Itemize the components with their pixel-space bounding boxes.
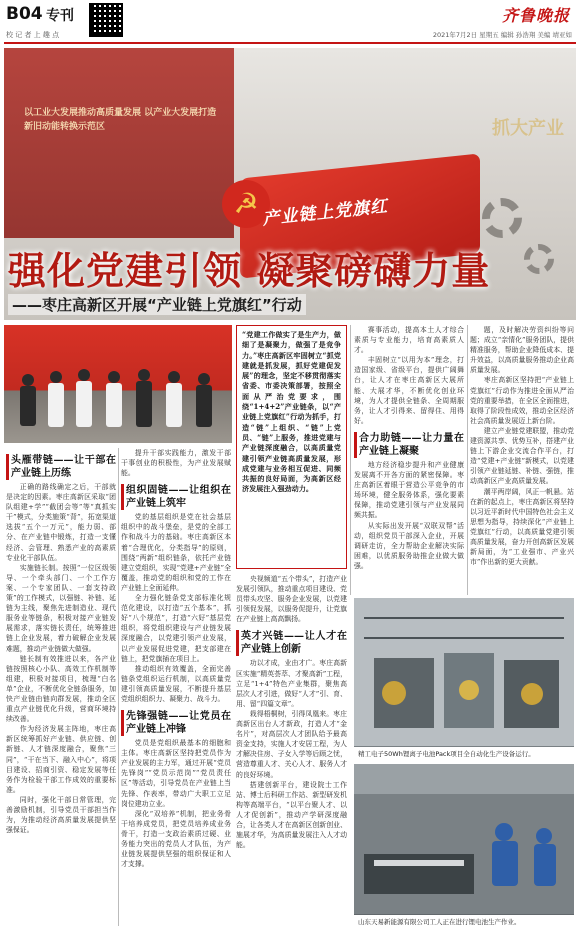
highlight-text: “党建工作做实了是生产力，做细了是凝聚力，做强了是竞争力。”枣庄高新区牢固树立“抓党建就是抓发展，抓好党建促发展”的理念，坚定不移贯彻落实省委、市委决策部署，按照全面从严治党要求，围绕“1+4+2”产业链条，以“产业链上党旗红”行动为抓手，打造“链”上组织、“链”上党员、“链”上服务，推进党建与产业链深度融合，以高质量党建引领产业链高质量发展，形成党建与业务相互促进、同频共振的良好局面，为高新区经济发展注入强劲动力。 [242, 330, 341, 494]
paragraph: 功以才成，业由才广。枣庄高新区实施“精英荟萃、才聚高新”工程，立足“1+4”特色产业集群，聚焦高层次人才引进，做好“人才”引、育、用、留“四篇文章”。 [236, 659, 347, 708]
paragraph: 实施链长制。按照“一位区级领导、一个牵头部门、一个工作方案、一个专家团队、一套支持政策”的工作模式，以强链、补链、延链为主线，聚焦先进制造业、现代服务业等链条，积极对接产业链发展需求，落实链长责任，统筹推进链上企业发展，着力破解企业发展难题，推动产业链做大做强。 [6, 563, 116, 653]
section-subtitle: 先锋强链——让党员在产业链上冲锋 [121, 710, 231, 736]
column-divider [467, 325, 468, 595]
people-silhouettes [4, 325, 232, 443]
article-column-4 [354, 325, 464, 595]
paragraph: 赛事活动，提高本土人才综合素质与专业能力，培育高素质人才。 [354, 326, 464, 355]
article-column-1 [6, 448, 116, 926]
factory-photo-1 [354, 598, 574, 760]
column-divider [118, 448, 119, 926]
paragraph: 党的基层组织是党在社会基层组织中的战斗堡垒，是党的全部工作和战斗力的基础。枣庄高新区本着“合理优化，分类指导”的原则，围绕“两新”组织链条，依托产业链建立党组织，实现“党建+产业链”全覆盖，推动党的组织和党的工作在产业链上全面延伸。 [121, 513, 231, 592]
section-subtitle: 组织固链——让组织在产业链上筑牢 [121, 484, 231, 510]
paragraph: 推动组织有效覆盖，全面完善链条党组织运行机制，以高质量党建引领高质量发展，不断提升基层党组织组织力、凝聚力、战斗力。 [121, 664, 231, 703]
qr-code-icon [89, 3, 123, 37]
paragraph: 深化“双培养”机制，把业务骨干培养成党员，把党员培养成业务骨干，打造一支政治素质过硬、业务能力突出的党员人才队伍，为产业链发展提供坚强的组织保证和人才支撑。 [121, 809, 231, 869]
wall-right-text: 抓大产业 [492, 118, 564, 139]
paragraph: 党员是党组织最基本的细胞和主体。枣庄高新区坚持把党员作为产业发展的主力军，通过开展“党员先锋岗”“党员示范岗”“党员责任区”等活动，引导党员在产业链上当先锋、作表率，带动广大职工立足岗位建功立业。 [121, 739, 231, 808]
page-number: B04 [6, 4, 43, 24]
paragraph: 丰固树立“以用为本”理念，打造国家级、省级平台，提供广阔舞台，让人才在枣庄高新区大展所能、大展才华，不断优化创业环境，为人才提供全链条、全周期服务，让人才引得来、留得住、用得好。 [354, 356, 464, 425]
column-divider [350, 325, 351, 595]
paragraph: 提升干部实践能力，激发干部干事创业的积极性，为产业发展赋能。 [121, 449, 231, 478]
section-subtitle: 合力助链——让力量在产业链上凝聚 [354, 432, 464, 458]
publication-logo: 齐鲁晚报 [501, 6, 570, 25]
group-photo [4, 325, 232, 443]
paragraph: 潮平两岸阔，风正一帆悬。站在新的起点上，枣庄高新区将坚持以习近平新时代中国特色社会主义思想为指导，持续深化“产业链上党旗红”行动，以高质量党建引领高质量发展，奋力开创高新区发展新局面，为“工业强市、产业兴市”作出新的更大贡献。 [470, 487, 574, 567]
page-header [0, 0, 580, 44]
section-subtitle: 头雁带链——让干部在产业链上历练 [6, 454, 116, 480]
gear-icon [482, 198, 522, 238]
section-name: 专刊 [46, 8, 74, 24]
paragraph: 题，及时解决劳资纠纷等问题；成立“亲情化”服务团队，提供精准服务，帮助企业降低成本、提升效益，以高质量服务推动企业高质量发展。 [470, 326, 574, 375]
sub-headline: ——枣庄高新区开展“产业链上党旗红”行动 [8, 294, 306, 315]
factory-photo-2 [354, 764, 574, 928]
production-line-graphic [354, 598, 574, 746]
paragraph: 同时，强化干部日常管理，完善激励机制，引导党员干部担当作为，为推动经济高质量发展提供坚强保证。 [6, 795, 116, 835]
main-headline: 强化党建引领 凝聚磅礴力量 [8, 249, 491, 293]
wall-text: 以工业大发展推动高质量发展 以产业大发展打造新旧动能转换示范区 [24, 108, 217, 132]
photo-caption: 山东天易新能源有限公司工人正在进行锂电池生产作业。 [354, 915, 574, 928]
header-rule [4, 42, 576, 44]
article-column-5 [470, 325, 574, 595]
workers-graphic [354, 764, 574, 914]
date-line: 2021年7月2日 星期五 编辑 孙浩翔 美编 靖亚如 [432, 31, 572, 39]
article-column-3 [236, 574, 347, 926]
photo-caption: 精工电子50Wh锂离子电池Pack项目全自动化生产设备运行。 [354, 747, 574, 760]
paragraph: 链长制有效推进以来，各产业链按照核心小队、高效工作机制等组建，积极对接项目，梳理“白名单”企业，不断优化全链条服务，加快产业链由链向群发展，推动全区重点产业链优化升级，营商环境持续改善。 [6, 654, 116, 724]
paragraph: 从实际出发开展“双联双帮”活动，组织党员干部深入企业，开展调研走访，全力帮助企业解决实际困难，以优质服务助推企业做大做强。 [354, 521, 464, 570]
ribbon-slogan: 产业链上党旗红 [261, 196, 389, 230]
paragraph: 作为经济发展主阵地，枣庄高新区统筹抓好产业链、供应链、创新链、人才链深度融合，聚焦“三同”，“干在当下、融入中心”，将项目建设、招商引资、稳定发展等任务作为检验干部工作成效的重要标准。 [6, 725, 116, 794]
exhibition-wall [4, 48, 234, 238]
editor-line: 校 记 者 上 趣 点 [6, 31, 60, 39]
paragraph: 枣庄高新区坚持把“产业链上党旗红”行动作为推进全面从严治党的重要举措，在全区全面推进，取得了阶段性成效，推动全区经济社会高质量发展迈上新台阶。 [470, 376, 574, 425]
paragraph: 搭建创新平台，建设院士工作站、博士后科研工作站、新型研发机构等高端平台，“以平台聚人才、以人才促创新”，推动产学研深度融合，让各类人才在高新区创新创业、施展才华，为高质量发展注入人才动能。 [236, 780, 347, 850]
highlight-box [236, 325, 347, 569]
section-subtitle: 英才兴链——让人才在产业链上创新 [236, 630, 347, 656]
paragraph: 全力强化链条党支部标准化规范化建设，以打造“五个基本”，抓好“八个规范”，打造“六好”基层党组织，将党组织建设与产业链发展深度融合，以党建引领产业发展，以产业发展促进党建，把支部建在链上，把党旗插在项目上。 [121, 594, 231, 663]
gear-icon [524, 244, 554, 274]
paragraph: 栽得梧桐树，引得凤凰来。枣庄高新区出台人才新政，打造人才“金名片”，对高层次人才团队给予最高资金支持，实施人才安居工程，为人才解决住房、子女入学等后顾之忧，营造尊重人才、关心人才、服务人才的良好环境。 [236, 709, 347, 779]
hero-photo [4, 48, 576, 320]
paragraph: 建立产业链党建联盟，推动党建资源共享、优势互补，搭建产业链上下游企业交流合作平台，打造“党建+产业链”新模式，以党建引领产业链延链、补链、强链，推动高新区产业高质量发展。 [470, 426, 574, 486]
party-emblem-icon: ☭ [222, 180, 270, 228]
paragraph: 央视频道“五个带头”，打造产业发展引领队，推动重点项目建设、党员带头攻坚、服务企业发展，以党建引领促发展，以服务促提升，让党旗在产业链上高高飘扬。 [236, 575, 347, 624]
paragraph: 正确的路线确定之后，干部就是决定的因素。枣庄高新区采取“团队组建+学”“截团会等”等“真抓实干”模式，分类施策“背”，拓宽渠道选拔“五个一万元”，能力弱、部分、在产业链中锻炼，打造一支懂经济、会管理、熟悉产业的高素质专业化干部队伍。 [6, 483, 116, 562]
paragraph: 地方经济稳步提升和产业健康发展离不开各方面的紧密保障。枣庄高新区着眼于营造公平竞争的市场环境，健全服务体系，强化要素保障，推动党建引领与产业发展同频共振。 [354, 460, 464, 520]
article-column-2 [121, 448, 231, 926]
